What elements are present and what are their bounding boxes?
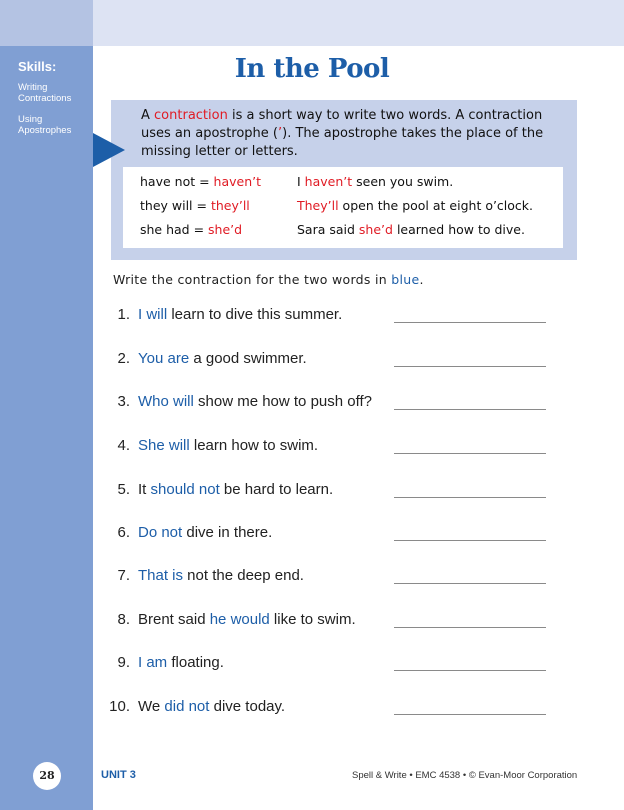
top-band <box>93 0 624 46</box>
blue-words: he would <box>209 611 270 628</box>
question-text <box>138 654 224 671</box>
blue-words: should not <box>150 481 220 498</box>
instructions-highlight: blue <box>391 272 420 287</box>
question-number: 8. <box>117 611 130 628</box>
sentence-contraction: she’d <box>358 222 393 237</box>
answer-line[interactable] <box>394 627 546 628</box>
contraction-info-box <box>111 100 577 260</box>
example-sentence <box>297 174 453 189</box>
blue-words: I am <box>138 654 168 671</box>
example-sentence <box>297 198 533 213</box>
question-5 <box>108 481 548 501</box>
skill-using-apostrophes: Using Apostrophes <box>18 114 72 136</box>
question-number: 3. <box>117 393 130 410</box>
text-part: a good swimmer. <box>189 350 307 367</box>
question-1 <box>108 306 548 326</box>
text-part: dive today. <box>209 698 286 715</box>
question-number: 6. <box>117 524 130 541</box>
question-text <box>138 350 307 367</box>
blue-words: Do not <box>138 524 183 541</box>
instructions-end: . <box>419 272 424 287</box>
text-part: show me how to push off? <box>193 393 373 410</box>
sentence-part: learned how to dive. <box>392 222 525 237</box>
question-number: 5. <box>117 481 130 498</box>
definition-part: A <box>141 108 155 123</box>
page-title: In the Pool <box>234 54 390 84</box>
example-contraction: she’d <box>208 222 243 237</box>
question-2 <box>108 350 548 370</box>
question-10 <box>108 698 548 718</box>
text-part: learn to dive this summer. <box>167 306 343 323</box>
sentence-part: open the pool at eight o’clock. <box>338 198 534 213</box>
text-part: dive in there. <box>182 524 273 541</box>
unit-label: UNIT 3 <box>101 769 136 781</box>
answer-line[interactable] <box>394 322 546 323</box>
definition-text <box>141 107 571 161</box>
blue-words: She will <box>138 437 190 454</box>
skills-heading: Skills: <box>18 59 57 74</box>
term-contraction: contraction <box>154 108 228 123</box>
blue-words: I will <box>138 306 168 323</box>
answer-line[interactable] <box>394 409 546 410</box>
text-part: be hard to learn. <box>219 481 334 498</box>
example-contraction: they’ll <box>210 198 250 213</box>
example-contraction: haven’t <box>213 174 262 189</box>
question-7 <box>108 567 548 587</box>
page-number-badge: 28 <box>33 762 61 790</box>
blue-words: You are <box>138 350 190 367</box>
example-pair: have not = <box>140 174 214 189</box>
text-part: learn how to swim. <box>189 437 319 454</box>
answer-line[interactable] <box>394 583 546 584</box>
example-words <box>140 222 242 237</box>
definition-part: is a short way to write two words. A contraction uses an apostrophe ( <box>141 108 543 141</box>
answer-line[interactable] <box>394 497 546 498</box>
skill-writing-contractions: Writing Contractions <box>18 82 72 104</box>
question-text <box>138 437 318 454</box>
blue-words: Who will <box>138 393 194 410</box>
question-number: 9. <box>117 654 130 671</box>
instructions <box>113 272 424 287</box>
skills-sidebar <box>0 46 93 810</box>
question-text <box>138 698 285 715</box>
sentence-part: seen you swim. <box>352 174 454 189</box>
instructions-text: Write the contraction for the two words in <box>113 272 392 287</box>
apostrophe-mark: ’ <box>278 126 283 141</box>
sentence-part: Sara said <box>297 222 359 237</box>
question-9 <box>108 654 548 674</box>
question-text <box>138 611 356 628</box>
question-8 <box>108 611 548 631</box>
sentence-part: I <box>297 174 305 189</box>
question-text <box>138 481 333 498</box>
question-number: 4. <box>117 437 130 454</box>
answer-line[interactable] <box>394 670 546 671</box>
question-3 <box>108 393 548 413</box>
answer-line[interactable] <box>394 453 546 454</box>
question-text <box>138 567 304 584</box>
examples-box <box>123 167 563 248</box>
question-text <box>138 524 272 541</box>
question-number: 7. <box>117 567 130 584</box>
question-text <box>138 306 342 323</box>
example-sentence <box>297 222 525 237</box>
pointer-arrow-icon <box>93 133 125 167</box>
answer-line[interactable] <box>394 714 546 715</box>
question-number: 1. <box>117 306 130 323</box>
question-number: 10. <box>109 698 130 715</box>
text-part: like to swim. <box>269 611 356 628</box>
example-pair: she had = <box>140 222 209 237</box>
text-part: Brent said <box>138 611 210 628</box>
text-part: floating. <box>167 654 224 671</box>
definition-part: ). The apostrophe takes the place of the missing letter or letters. <box>141 126 544 159</box>
text-part: not the deep end. <box>183 567 304 584</box>
example-words <box>140 198 250 213</box>
sidebar-header-band <box>0 0 93 46</box>
answer-line[interactable] <box>394 540 546 541</box>
blue-words: That is <box>138 567 184 584</box>
example-words <box>140 174 261 189</box>
text-part: It <box>138 481 151 498</box>
sentence-contraction: haven’t <box>304 174 353 189</box>
blue-words: did not <box>164 698 210 715</box>
question-number: 2. <box>117 350 130 367</box>
question-4 <box>108 437 548 457</box>
sentence-contraction: They’ll <box>297 198 339 213</box>
question-6 <box>108 524 548 544</box>
example-pair: they will = <box>140 198 211 213</box>
text-part: We <box>138 698 165 715</box>
answer-line[interactable] <box>394 366 546 367</box>
footer-credit: Spell & Write • EMC 4538 • © Evan-Moor Corporation <box>352 770 578 781</box>
question-text <box>138 393 372 410</box>
